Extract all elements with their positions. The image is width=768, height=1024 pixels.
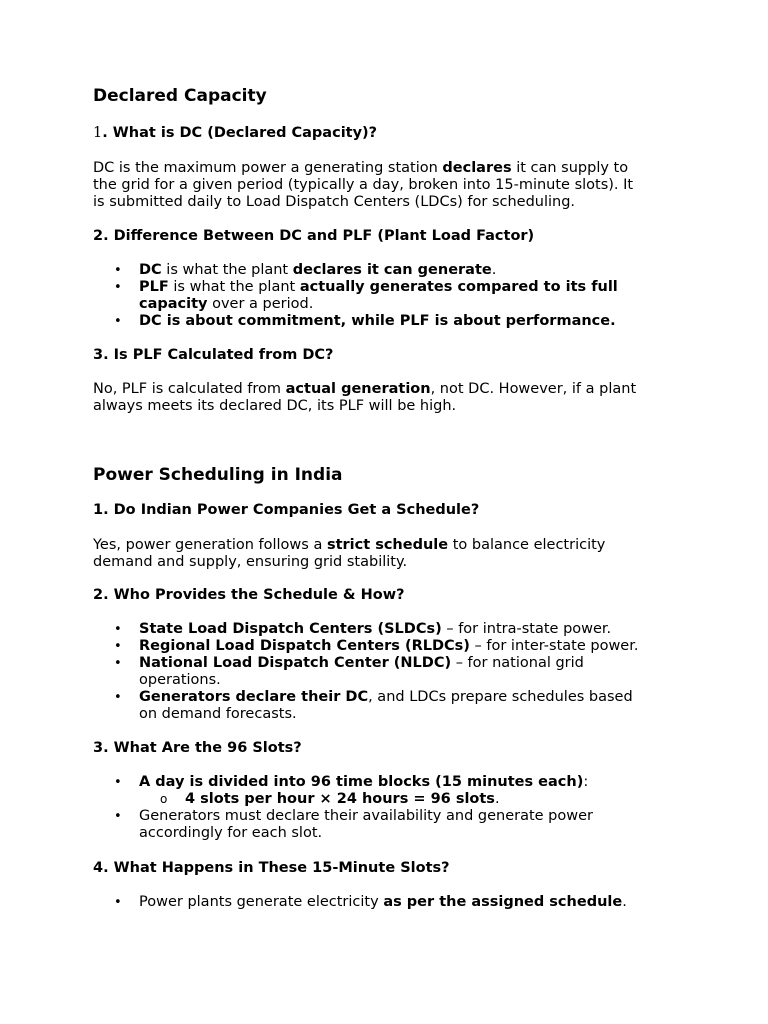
list-item <box>93 638 693 655</box>
section-title-power-scheduling: Power Scheduling in India <box>93 465 343 485</box>
list-item <box>93 774 693 808</box>
bullet-icon: • <box>114 280 122 295</box>
bullet-icon: • <box>114 895 122 910</box>
sub-list <box>139 791 693 808</box>
bullet-icon: • <box>114 656 122 671</box>
text-run: . <box>491 262 497 278</box>
paragraph-plf-answer <box>93 381 685 415</box>
circle-bullet-icon: o <box>160 792 168 806</box>
bold-run: actually generates compared to its full <box>299 279 618 295</box>
text-run: . <box>494 791 500 807</box>
bullet-icon: • <box>114 809 122 824</box>
text-run: is what the plant <box>161 262 293 278</box>
text-line: always meets its declared DC, its PLF will be high. <box>93 398 457 414</box>
question-what-is-dc <box>93 125 377 141</box>
text-line: Generators must declare their availability and generate power <box>139 808 594 824</box>
text-line: demand and supply, ensuring grid stability. <box>93 554 408 570</box>
bullet-icon: • <box>114 314 122 329</box>
bold-run: declares it can generate <box>292 262 492 278</box>
text-run: : <box>583 774 589 790</box>
list-15-minute-slots <box>93 894 693 911</box>
list-dispatch-centers <box>93 621 693 723</box>
text-run: over a period. <box>207 296 314 312</box>
question-who-provides: 2. Who Provides the Schedule & How? <box>93 587 405 603</box>
question-get-schedule: 1. Do Indian Power Companies Get a Schedule? <box>93 502 480 518</box>
bold-run: Generators declare their DC <box>139 689 369 705</box>
section-title-declared-capacity: Declared Capacity <box>93 86 267 106</box>
paragraph-dc-definition <box>93 160 685 211</box>
text-run: , and LDCs prepare schedules based <box>368 689 633 705</box>
bold-run: State Load Dispatch Centers (SLDCs) <box>139 621 442 637</box>
list-item <box>93 894 693 911</box>
question-number: 1 <box>93 125 103 141</box>
paragraph-schedule-answer <box>93 537 685 571</box>
bold-run: A day is divided into 96 time blocks (15 minutes each) <box>139 774 584 790</box>
bullet-icon: • <box>114 263 122 278</box>
list-item <box>93 313 693 330</box>
list-item <box>93 689 693 723</box>
text-run: Power plants generate electricity <box>139 894 384 910</box>
text-run: – for intra-state power. <box>441 621 612 637</box>
bold-run: 4 slots per hour × 24 hours = 96 slots <box>185 791 495 807</box>
list-96-slots <box>93 774 693 842</box>
list-item <box>93 621 693 638</box>
question-96-slots: 3. What Are the 96 Slots? <box>93 740 302 756</box>
text-run: is what the plant <box>168 279 300 295</box>
bullet-icon: • <box>114 775 122 790</box>
text-run: , not DC. However, if a plant <box>430 381 637 397</box>
list-item <box>93 808 693 842</box>
bold-run: Regional Load Dispatch Centers (RLDCs) <box>139 638 470 654</box>
bold-run: PLF <box>139 279 169 295</box>
text-run: to balance electricity <box>448 537 606 553</box>
text-run: – for inter-state power. <box>469 638 639 654</box>
bold-run: DC is about commitment, while PLF is about performance. <box>139 313 616 329</box>
question-text: . What is DC (Declared Capacity)? <box>102 125 378 141</box>
list-item <box>93 279 693 313</box>
text-line: accordingly for each slot. <box>139 825 323 841</box>
list-item <box>93 262 693 279</box>
text-run: No, PLF is calculated from <box>93 381 286 397</box>
bold-run: National Load Dispatch Center (NLDC) <box>139 655 452 671</box>
text-line: is submitted daily to Load Dispatch Centers (LDCs) for scheduling. <box>93 194 576 210</box>
text-line: on demand forecasts. <box>139 706 297 722</box>
bold-run: strict schedule <box>326 537 449 553</box>
question-plf-from-dc: 3. Is PLF Calculated from DC? <box>93 347 334 363</box>
text-run: Yes, power generation follows a <box>93 537 327 553</box>
bullet-icon: • <box>114 639 122 654</box>
question-15-minute-slots: 4. What Happens in These 15-Minute Slots? <box>93 860 450 876</box>
bold-run: actual generation <box>285 381 431 397</box>
text-run: . <box>622 894 627 910</box>
text-run: – for national grid <box>451 655 584 671</box>
bullet-icon: • <box>114 622 122 637</box>
text-line: operations. <box>139 672 221 688</box>
list-item <box>93 655 693 689</box>
sub-list-item <box>139 791 693 808</box>
bold-run: as per the assigned schedule <box>383 894 623 910</box>
bold-run: declares <box>442 160 512 176</box>
text-run: it can supply to <box>511 160 629 176</box>
bullet-icon: • <box>114 690 122 705</box>
bold-run: DC <box>139 262 162 278</box>
question-dc-vs-plf: 2. Difference Between DC and PLF (Plant Load Factor) <box>93 228 535 244</box>
bold-run: capacity <box>139 296 208 312</box>
text-run: DC is the maximum power a generating station <box>93 160 443 176</box>
list-dc-vs-plf <box>93 262 693 330</box>
text-line: the grid for a given period (typically a day, broken into 15-minute slots). It <box>93 177 634 193</box>
